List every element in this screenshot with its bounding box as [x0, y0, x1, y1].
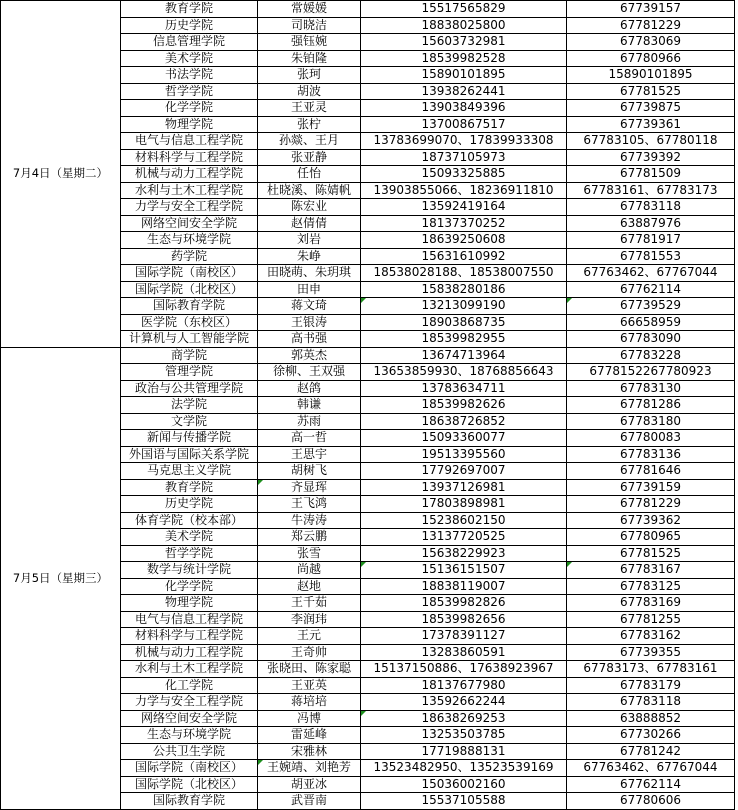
college-cell[interactable]: 材料科学与工程学院	[121, 149, 258, 166]
office-phone-cell[interactable]: 67783167	[567, 562, 735, 579]
college-cell[interactable]: 生态与环境学院	[121, 232, 258, 249]
office-phone-cell[interactable]: 67762114	[567, 281, 735, 298]
mobile-phone-cell[interactable]: 18639250608	[361, 232, 567, 249]
mobile-phone-cell[interactable]: 18539982626	[361, 397, 567, 414]
contact-person-cell[interactable]: 冯博	[258, 710, 361, 727]
contact-person-cell[interactable]: 朱峥	[258, 248, 361, 265]
contact-person-cell[interactable]: 张晓田、陈家聪	[258, 661, 361, 678]
mobile-phone-cell[interactable]: 18737105973	[361, 149, 567, 166]
college-cell[interactable]: 文学院	[121, 413, 258, 430]
contact-person-cell[interactable]: 王奇帅	[258, 644, 361, 661]
college-cell[interactable]: 化学学院	[121, 578, 258, 595]
contact-person-cell[interactable]: 宋雅林	[258, 743, 361, 760]
college-cell[interactable]: 历史学院	[121, 496, 258, 513]
college-cell[interactable]: 商学院	[121, 347, 258, 364]
office-phone-cell[interactable]: 67781553	[567, 248, 735, 265]
contact-person-cell[interactable]: 朱铂隆	[258, 50, 361, 67]
office-phone-cell[interactable]: 67739159	[567, 479, 735, 496]
mobile-phone-cell[interactable]: 15517565829	[361, 1, 567, 18]
mobile-phone-cell[interactable]: 18638269253	[361, 710, 567, 727]
college-cell[interactable]: 哲学学院	[121, 545, 258, 562]
mobile-phone-cell[interactable]: 15838280186	[361, 281, 567, 298]
mobile-phone-cell[interactable]: 17378391127	[361, 628, 567, 645]
mobile-phone-cell[interactable]: 13213099190	[361, 298, 567, 315]
contact-person-cell[interactable]: 徐柳、王双强	[258, 364, 361, 381]
contact-person-cell[interactable]: 王亚英	[258, 677, 361, 694]
college-cell[interactable]: 新闻与传播学院	[121, 430, 258, 447]
college-cell[interactable]: 哲学学院	[121, 83, 258, 100]
college-cell[interactable]: 美术学院	[121, 50, 258, 67]
college-cell[interactable]: 政治与公共管理学院	[121, 380, 258, 397]
contact-person-cell[interactable]: 王银涛	[258, 314, 361, 331]
college-cell[interactable]: 数学与统计学院	[121, 562, 258, 579]
contact-person-cell[interactable]: 王亚灵	[258, 100, 361, 117]
mobile-phone-cell[interactable]: 18539982955	[361, 331, 567, 348]
office-phone-cell[interactable]: 67783169	[567, 595, 735, 612]
contact-person-cell[interactable]: 王飞鸿	[258, 496, 361, 513]
college-cell[interactable]: 历史学院	[121, 17, 258, 34]
contact-person-cell[interactable]: 韩谦	[258, 397, 361, 414]
mobile-phone-cell[interactable]: 15238602150	[361, 512, 567, 529]
contact-person-cell[interactable]: 胡树飞	[258, 463, 361, 480]
office-phone-cell[interactable]: 67783118	[567, 199, 735, 216]
office-phone-cell[interactable]: 67781917	[567, 232, 735, 249]
office-phone-cell[interactable]: 67783173、67783161	[567, 661, 735, 678]
office-phone-cell[interactable]: 67739875	[567, 100, 735, 117]
table-row	[1, 347, 735, 364]
mobile-phone-cell[interactable]: 15890101895	[361, 67, 567, 84]
contact-person-cell[interactable]: 杜晓溪、陈婧帆	[258, 182, 361, 199]
college-cell[interactable]: 国际教育学院	[121, 298, 258, 315]
college-cell[interactable]: 外国语与国际关系学院	[121, 446, 258, 463]
college-cell[interactable]: 电气与信息工程学院	[121, 611, 258, 628]
mobile-phone-cell[interactable]: 13938262441	[361, 83, 567, 100]
mobile-phone-cell[interactable]: 13653859930、18768856643	[361, 364, 567, 381]
contact-person-cell[interactable]: 高书强	[258, 331, 361, 348]
contact-person-cell[interactable]: 齐显珲	[258, 479, 361, 496]
college-cell[interactable]: 管理学院	[121, 364, 258, 381]
office-phone-cell[interactable]: 66658959	[567, 314, 735, 331]
contact-person-cell[interactable]: 赵地	[258, 578, 361, 595]
college-cell[interactable]: 信息管理学院	[121, 34, 258, 51]
contact-person-cell[interactable]: 赵倩倩	[258, 215, 361, 232]
office-phone-cell[interactable]: 67783069	[567, 34, 735, 51]
college-cell[interactable]: 体育学院（校本部）	[121, 512, 258, 529]
college-cell[interactable]: 国际学院（北校区）	[121, 281, 258, 298]
college-cell[interactable]: 国际学院（北校区）	[121, 776, 258, 793]
college-cell[interactable]: 国际学院（南校区）	[121, 760, 258, 777]
contact-person-cell[interactable]: 任怡	[258, 166, 361, 183]
college-cell[interactable]: 化工学院	[121, 677, 258, 694]
office-phone-cell[interactable]: 67780966	[567, 50, 735, 67]
mobile-phone-cell[interactable]: 18539982656	[361, 611, 567, 628]
college-cell[interactable]: 材料科学与工程学院	[121, 628, 258, 645]
contact-person-cell[interactable]: 胡波	[258, 83, 361, 100]
college-cell[interactable]: 公共卫生学院	[121, 743, 258, 760]
contact-person-cell[interactable]: 苏雨	[258, 413, 361, 430]
college-cell[interactable]: 化学学院	[121, 100, 258, 117]
college-cell[interactable]: 法学院	[121, 397, 258, 414]
mobile-phone-cell[interactable]: 13674713964	[361, 347, 567, 364]
mobile-phone-cell[interactable]: 18838025800	[361, 17, 567, 34]
mobile-phone-cell[interactable]: 18538028188、18538007550	[361, 265, 567, 282]
college-cell[interactable]: 力学与安全工程学院	[121, 199, 258, 216]
office-phone-cell[interactable]: 67763462、67767044	[567, 265, 735, 282]
table-row	[1, 1, 735, 18]
office-phone-cell[interactable]: 67781229	[567, 496, 735, 513]
office-phone-cell[interactable]: 15890101895	[567, 67, 735, 84]
office-phone-cell[interactable]: 67783180	[567, 413, 735, 430]
mobile-phone-cell[interactable]: 15631610992	[361, 248, 567, 265]
college-cell[interactable]: 教育学院	[121, 1, 258, 18]
contact-person-cell[interactable]: 赵鸽	[258, 380, 361, 397]
table-body	[1, 1, 735, 810]
office-phone-cell[interactable]: 67783228	[567, 347, 735, 364]
contact-person-cell[interactable]: 强钰婉	[258, 34, 361, 51]
mobile-phone-cell[interactable]: 13783634711	[361, 380, 567, 397]
contact-person-cell[interactable]: 陈宏业	[258, 199, 361, 216]
office-phone-cell[interactable]: 67781646	[567, 463, 735, 480]
mobile-phone-cell[interactable]: 13903849396	[361, 100, 567, 117]
office-phone-cell[interactable]: 67763462、67767044	[567, 760, 735, 777]
office-phone-cell[interactable]: 67783136	[567, 446, 735, 463]
office-phone-cell[interactable]: 67783179	[567, 677, 735, 694]
contact-person-cell[interactable]: 郑云鹏	[258, 529, 361, 546]
contact-person-cell[interactable]: 蒋文琦	[258, 298, 361, 315]
contact-person-cell[interactable]: 胡亚冰	[258, 776, 361, 793]
mobile-phone-cell[interactable]: 15638229923	[361, 545, 567, 562]
mobile-phone-cell[interactable]: 13783699070、17839933308	[361, 133, 567, 150]
contact-person-cell[interactable]: 刘岩	[258, 232, 361, 249]
mobile-phone-cell[interactable]: 13903855066、18236911810	[361, 182, 567, 199]
contact-person-cell[interactable]: 司晓洁	[258, 17, 361, 34]
college-cell[interactable]: 物理学院	[121, 116, 258, 133]
office-phone-cell[interactable]: 67739529	[567, 298, 735, 315]
contact-person-cell[interactable]: 高一哲	[258, 430, 361, 447]
office-phone-cell[interactable]: 67780083	[567, 430, 735, 447]
college-cell[interactable]: 药学院	[121, 248, 258, 265]
office-phone-cell[interactable]: 67739392	[567, 149, 735, 166]
office-phone-cell[interactable]: 67781242	[567, 743, 735, 760]
college-cell[interactable]: 美术学院	[121, 529, 258, 546]
contact-person-cell[interactable]: 田申	[258, 281, 361, 298]
mobile-phone-cell[interactable]: 17803898981	[361, 496, 567, 513]
office-phone-cell[interactable]: 67781255	[567, 611, 735, 628]
office-phone-cell[interactable]: 67739157	[567, 1, 735, 18]
contact-person-cell[interactable]: 武晋南	[258, 793, 361, 810]
college-cell[interactable]: 国际教育学院	[121, 793, 258, 810]
college-cell[interactable]: 书法学院	[121, 67, 258, 84]
mobile-phone-cell[interactable]: 15137150886、17638923967	[361, 661, 567, 678]
college-cell[interactable]: 医学院（东校区）	[121, 314, 258, 331]
office-phone-cell[interactable]: 67783125	[567, 578, 735, 595]
office-phone-cell[interactable]: 67739361	[567, 116, 735, 133]
date-cell[interactable]: 7月4日（星期二）	[1, 1, 121, 348]
mobile-phone-cell[interactable]: 15537105588	[361, 793, 567, 810]
office-phone-cell[interactable]: 63887976	[567, 215, 735, 232]
college-cell[interactable]: 生态与环境学院	[121, 727, 258, 744]
college-cell[interactable]: 力学与安全工程学院	[121, 694, 258, 711]
contact-person-cell[interactable]: 蒋培培	[258, 694, 361, 711]
mobile-phone-cell[interactable]: 13137720525	[361, 529, 567, 546]
mobile-phone-cell[interactable]: 15093360077	[361, 430, 567, 447]
office-phone-cell[interactable]: 67781522677809​23	[567, 364, 735, 381]
mobile-phone-cell[interactable]: 18539982826	[361, 595, 567, 612]
office-phone-cell[interactable]: 67739355	[567, 644, 735, 661]
mobile-phone-cell[interactable]: 13937126981	[361, 479, 567, 496]
office-phone-cell[interactable]: 67762114	[567, 776, 735, 793]
office-phone-cell[interactable]: 67783105、67780118	[567, 133, 735, 150]
date-cell[interactable]: 7月5日（星期三）	[1, 347, 121, 809]
mobile-phone-cell[interactable]: 15136151507	[361, 562, 567, 579]
mobile-phone-cell[interactable]: 15036002160	[361, 776, 567, 793]
contact-person-cell[interactable]: 张珂	[258, 67, 361, 84]
office-phone-cell[interactable]: 67781525	[567, 83, 735, 100]
office-phone-cell[interactable]: 67783162	[567, 628, 735, 645]
contact-person-cell[interactable]: 常媛媛	[258, 1, 361, 18]
contact-person-cell[interactable]: 孙燚、王月	[258, 133, 361, 150]
mobile-phone-cell[interactable]: 13253503785	[361, 727, 567, 744]
college-cell[interactable]: 马克思主义学院	[121, 463, 258, 480]
mobile-phone-cell[interactable]: 18137370252	[361, 215, 567, 232]
mobile-phone-cell[interactable]: 18539982528	[361, 50, 567, 67]
office-phone-cell[interactable]: 67781525	[567, 545, 735, 562]
mobile-phone-cell[interactable]: 19513395560	[361, 446, 567, 463]
contact-person-cell[interactable]: 郭英杰	[258, 347, 361, 364]
college-cell[interactable]: 网络空间安全学院	[121, 710, 258, 727]
office-phone-cell[interactable]: 63888852	[567, 710, 735, 727]
contact-person-cell[interactable]: 王元	[258, 628, 361, 645]
office-phone-cell[interactable]: 67783118	[567, 694, 735, 711]
contact-person-cell[interactable]: 牛涛涛	[258, 512, 361, 529]
contact-person-cell[interactable]: 张雪	[258, 545, 361, 562]
contact-person-cell[interactable]: 田晓萌、朱玥琪	[258, 265, 361, 282]
office-phone-cell[interactable]: 67780606	[567, 793, 735, 810]
contact-person-cell[interactable]: 王思宇	[258, 446, 361, 463]
mobile-phone-cell[interactable]: 15603732981	[361, 34, 567, 51]
college-cell[interactable]: 机械与动力工程学院	[121, 644, 258, 661]
office-phone-cell[interactable]: 67783090	[567, 331, 735, 348]
mobile-phone-cell[interactable]: 13592662244	[361, 694, 567, 711]
office-phone-cell[interactable]: 67730266	[567, 727, 735, 744]
office-phone-cell[interactable]: 67781229	[567, 17, 735, 34]
mobile-phone-cell[interactable]: 18838119007	[361, 578, 567, 595]
contact-person-cell[interactable]: 王千茹	[258, 595, 361, 612]
contact-person-cell[interactable]: 尚越	[258, 562, 361, 579]
office-phone-cell[interactable]: 67783130	[567, 380, 735, 397]
contact-person-cell[interactable]: 张亚静	[258, 149, 361, 166]
office-phone-cell[interactable]: 67739362	[567, 512, 735, 529]
office-phone-cell[interactable]: 67781509	[567, 166, 735, 183]
office-phone-cell[interactable]: 67781286	[567, 397, 735, 414]
college-cell[interactable]: 水利与土木工程学院	[121, 182, 258, 199]
office-phone-cell[interactable]: 67780965	[567, 529, 735, 546]
mobile-phone-cell[interactable]: 15093325885	[361, 166, 567, 183]
college-cell[interactable]: 网络空间安全学院	[121, 215, 258, 232]
college-cell[interactable]: 水利与土木工程学院	[121, 661, 258, 678]
contact-person-cell[interactable]: 王婉靖、刘艳芳	[258, 760, 361, 777]
college-cell[interactable]: 国际学院（南校区）	[121, 265, 258, 282]
contact-person-cell[interactable]: 雷延峰	[258, 727, 361, 744]
college-cell[interactable]: 教育学院	[121, 479, 258, 496]
mobile-phone-cell[interactable]: 18638726852	[361, 413, 567, 430]
mobile-phone-cell[interactable]: 17719888131	[361, 743, 567, 760]
contact-person-cell[interactable]: 李润玮	[258, 611, 361, 628]
mobile-phone-cell[interactable]: 13523482950、13523539169	[361, 760, 567, 777]
office-phone-cell[interactable]: 67783161、67783173	[567, 182, 735, 199]
college-cell[interactable]: 计算机与人工智能学院	[121, 331, 258, 348]
contact-person-cell[interactable]: 张柠	[258, 116, 361, 133]
college-cell[interactable]: 机械与动力工程学院	[121, 166, 258, 183]
mobile-phone-cell[interactable]: 13283860591	[361, 644, 567, 661]
mobile-phone-cell[interactable]: 17792697007	[361, 463, 567, 480]
mobile-phone-cell[interactable]: 18903868735	[361, 314, 567, 331]
college-cell[interactable]: 电气与信息工程学院	[121, 133, 258, 150]
mobile-phone-cell[interactable]: 18137677980	[361, 677, 567, 694]
college-cell[interactable]: 物理学院	[121, 595, 258, 612]
mobile-phone-cell[interactable]: 13592419164	[361, 199, 567, 216]
mobile-phone-cell[interactable]: 13700867517	[361, 116, 567, 133]
